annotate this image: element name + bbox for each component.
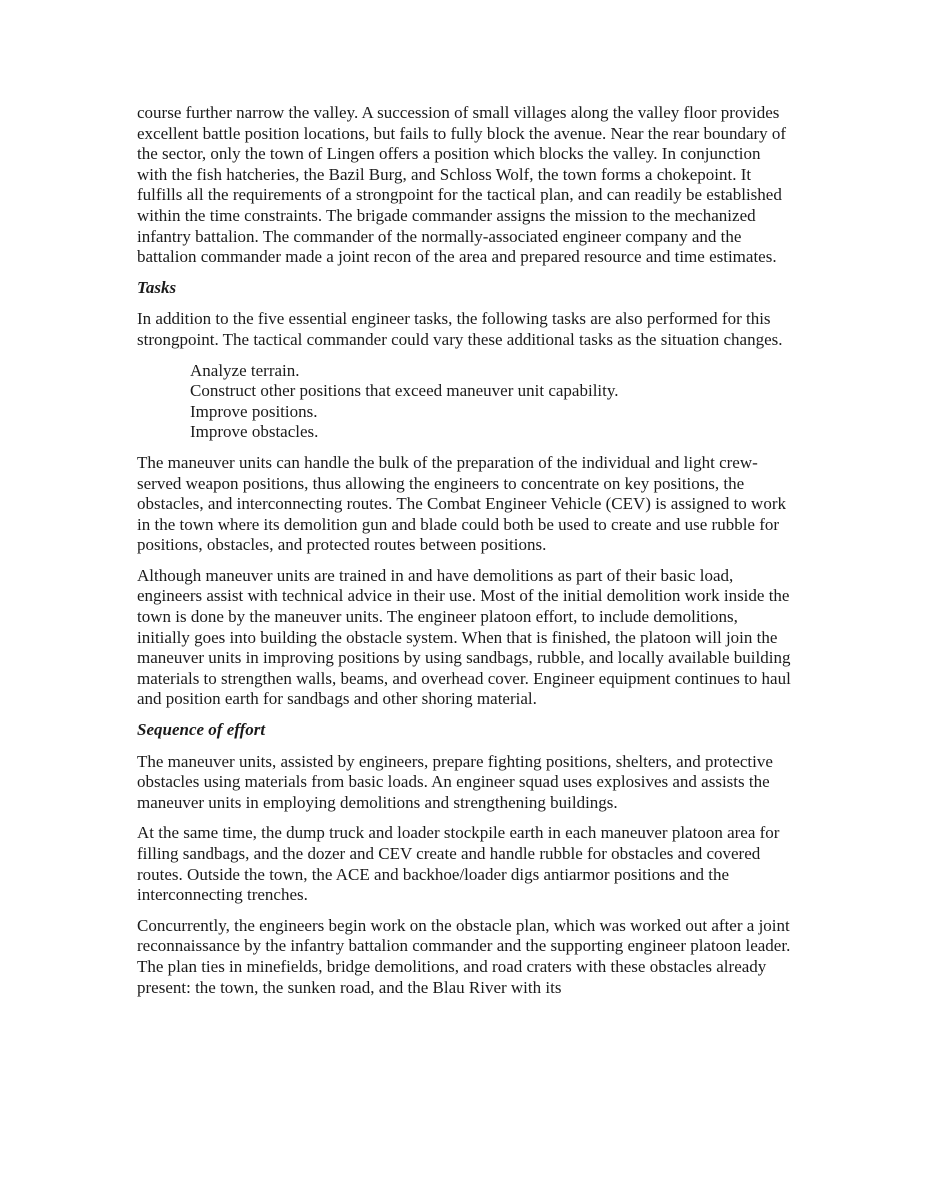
section-heading: Tasks (137, 277, 177, 297)
list-item: Analyze terrain. (190, 360, 300, 380)
document-content (137, 103, 793, 1008)
paragraph: In addition to the five essential engineer tasks, the following tasks are also performed for this strongpoint. The tactical commander could vary these additional tasks as the situation changes. (137, 309, 783, 349)
paragraph: At the same time, the dump truck and loader stockpile earth in each maneuver platoon area for filling sandbags, and the dozer and CEV create and handle rubble for obstacles and covered routes. Outside the town, the ACE and backhoe/loader digs antiarmor positions and the interconnecting trenches. (137, 823, 780, 905)
paragraph: The maneuver units, assisted by engineers, prepare fighting positions, shelters, and protective obstacles using materials from basic loads. An engineer squad uses explosives and assists the maneuver units in employing demolitions and strengthening buildings. (137, 751, 773, 812)
task-list (190, 361, 793, 443)
paragraph: Although maneuver units are trained in and have demolitions as part of their basic load, engineers assist with technical advice in their use. Most of the initial demolition work inside the town is done by the maneuver units. The engineer platoon effort, to include demolitions, initially goes into building the obstacle system. When that is finished, the platoon will join the maneuver units in improving positions by using sandbags, rubble, and locally available building materials to strengthen walls, beams, and overhead cover. Engineer equipment continues to haul and position earth for sandbags and other shoring material. (137, 565, 791, 709)
list-item: Improve positions. (190, 401, 318, 421)
list-item: Improve obstacles. (190, 422, 319, 442)
section-heading: Sequence of effort (137, 720, 266, 740)
list-item: Construct other positions that exceed maneuver unit capability. (190, 381, 619, 401)
paragraph: course further narrow the valley. A succession of small villages along the valley floor provides excellent battle position locations, but fails to fully block the avenue. Near the rear boundary of the sector, only the town of Lingen offers a position which blocks the valley. In conjunction with the fish hatcheries, the Bazil Burg, and Schloss Wolf, the town forms a chokepoint. It fulfills all the requirements of a strongpoint for the tactical plan, and can readily be established within the time constraints. The brigade commander assigns the mission to the mechanized infantry battalion. The commander of the normally-associated engineer company and the battalion commander made a joint recon of the area and prepared resource and time estimates. (137, 103, 787, 267)
paragraph: Concurrently, the engineers begin work on the obstacle plan, which was worked out after a joint reconnaissance by the infantry battalion commander and the supporting engineer platoon leader. The plan ties in minefields, bridge demolitions, and road craters with these obstacles already present: the town, the sunken road, and the Blau River with its (137, 915, 791, 997)
paragraph: The maneuver units can handle the bulk of the preparation of the individual and light crew-served weapon positions, thus allowing the engineers to concentrate on key positions, the obstacles, and interconnecting routes. The Combat Engineer Vehicle (CEV) is assigned to work in the town where its demolition gun and blade could both be used to create and use rubble for positions, obstacles, and protected routes between positions. (137, 452, 786, 555)
